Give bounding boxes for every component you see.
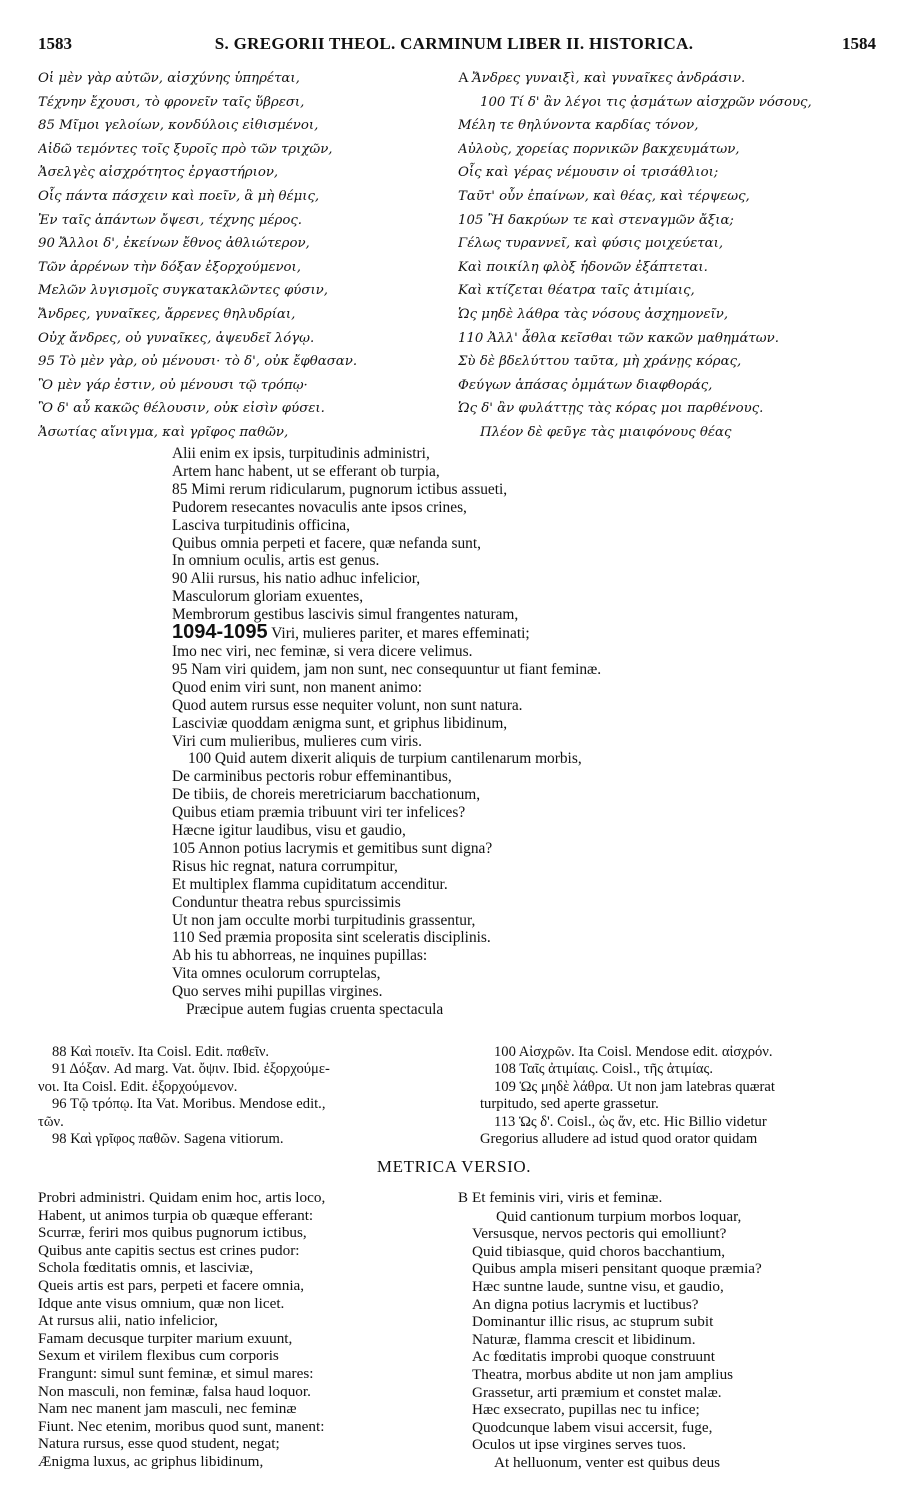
latin-line: Masculorum gloriam exuentes, — [172, 588, 364, 606]
greek-line: Μέλη τε θηλύνοντα καρδίας τόνον, — [458, 118, 699, 134]
footnote: turpitudo, sed aperte grassetur. — [480, 1096, 659, 1113]
latin-line-text: Viri, mulieres pariter, et mares effeminati; — [271, 625, 530, 643]
footnotes-right — [480, 1044, 900, 1148]
verse-line: At rursus alii, natio infelicior, — [38, 1312, 218, 1330]
verse-line: Idque ante visus omnium, quæ non licet. — [38, 1294, 285, 1312]
latin-translation — [172, 445, 742, 1019]
footnotes-left — [38, 1044, 458, 1148]
latin-line: De carminibus pectoris robur effeminantibus, — [172, 768, 452, 786]
page-header — [0, 34, 908, 58]
verse-line: Quibus ampla miseri pensitant quoque præmia? — [472, 1260, 762, 1278]
latin-line: Lasciviæ quoddam ænigma sunt, et griphus libidinum, — [172, 714, 508, 732]
greek-line: Ὡς μηδὲ λάθρα τὰς νόσους ἀσχημονεῖν, — [458, 306, 729, 322]
greek-line: Πλέον δὲ φεῦγε τὰς μιαιφόνους θέας — [480, 424, 732, 440]
footnote: 113 Ὡς δ'. Coisl., ὡς ἄν, etc. Hic Billio videtur — [494, 1113, 767, 1130]
greek-line: Ὡς δ' ἂν φυλάττῃς τὰς κόρας μοι παρθένους. — [458, 401, 764, 417]
verse-line: Quodcunque labem visui accersit, fuge, — [472, 1418, 713, 1436]
verse-line: Probri administri. Quidam enim hoc, artis loco, — [38, 1189, 326, 1206]
greek-line: Αὐλοὺς, χορείας πορνικῶν βακχευμάτων, — [458, 141, 740, 157]
greek-text-left-column — [38, 67, 446, 445]
greek-line: Αἰδῶ τεμόντες τοῖς ξυροῖς πρὸ τῶν τριχῶν, — [38, 141, 333, 157]
greek-line: Ταῦτ' οὖν ἐπαίνων, καὶ θέας, καὶ τέρψεως, — [458, 188, 750, 204]
greek-line: Γέλως τυραννεῖ, καὶ φύσις μοιχεύεται, — [458, 236, 724, 252]
greek-line: Οὐχ ἄνδρες, οὐ γυναῖκες, ἀψευδεῖ λόγῳ. — [38, 330, 315, 346]
running-title: S. GREGORII THEOL. CARMINUM LIBER II. HISTORICA. — [214, 34, 694, 53]
latin-line: Et multiplex flamma cupiditatum accenditur. — [172, 875, 448, 893]
greek-line: Καὶ ποικίλη φλὸξ ἡδονῶν ἐξάπτεται. — [458, 259, 708, 275]
latin-line: Alii enim ex ipsis, turpitudinis administri, — [172, 445, 430, 462]
latin-line: 105 Annon potius lacrymis et gemitibus sunt digna? — [172, 839, 493, 857]
greek-line: Τῶν ἀρρένων τὴν δόξαν ἐξορχούμενοι, — [38, 259, 301, 275]
verse-line: Habent, ut animos turpia ob quæque efferant: — [38, 1206, 314, 1224]
latin-line: Conduntur theatra rebus spurcissimis — [172, 893, 401, 911]
verse-line: Nam nec manent jam masculi, nec feminæ — [38, 1400, 297, 1418]
verse-line: Grassetur, arti præmium et constet malæ. — [472, 1383, 722, 1401]
footnote: 100 Αἰσχρῶν. Ita Coisl. Mendose edit. αἰσχρόν. — [494, 1044, 773, 1060]
verse-line: Quid tibiasque, quid choros bacchantium, — [472, 1242, 726, 1260]
greek-line: 100 Τί δ' ἂν λέγοι τις ᾀσμάτων αἰσχρῶν νόσους, — [480, 94, 812, 110]
section-title: METRICA VERSIO. — [376, 1157, 532, 1176]
verse-line: Dominantur illic risus, ac stuprum subit — [472, 1313, 714, 1331]
footnote: νοι. Ita Coisl. Edit. ἐξορχούμενον. — [38, 1078, 238, 1095]
latin-line: Quod enim viri sunt, non manent animo: — [172, 678, 423, 696]
metrica-left-column — [38, 1189, 468, 1471]
verse-line: Frangunt: simul sunt feminæ, et simul mares: — [38, 1364, 314, 1382]
latin-line: De tibiis, de choreis meretriciarum bacchationum, — [172, 786, 481, 804]
metrica-right-column — [458, 1189, 898, 1472]
latin-line: Quod autem rursus esse nequiter volunt, non sunt natura. — [172, 696, 523, 714]
verse-line: Ac fœditatis improbi quoque construunt — [472, 1348, 715, 1366]
latin-line — [172, 624, 742, 643]
latin-line: Quibus omnia perpeti et facere, quæ nefanda sunt, — [172, 534, 481, 552]
column-number: 1094-1095 — [172, 624, 268, 643]
latin-line: Risus hic regnat, natura corrumpitur, — [172, 857, 398, 875]
page-number-left: 1583 — [38, 34, 72, 53]
verse-line: Scurræ, feriri mos quibus pugnorum ictibus, — [38, 1224, 307, 1242]
verse-line: Versusque, nervos pectoris qui emolliunt? — [472, 1225, 727, 1243]
greek-line: 85 Μῖμοι γελοίων, κονδύλοις εἰθισμένοι, — [38, 118, 319, 134]
latin-line: Ut non jam occulte morbi turpitudinis grassentur, — [172, 911, 476, 929]
greek-line: Ὃ μὲν γάρ ἐστιν, οὐ μένουσι τῷ τρόπῳ· — [38, 377, 308, 393]
latin-line: Quibus etiam præmia tribuunt viri ter infelices? — [172, 804, 466, 822]
latin-line: 95 Nam viri quidem, jam non sunt, nec consequuntur ut fiant feminæ. — [172, 660, 602, 678]
latin-line: Membrorum gestibus lascivis simul frangentes naturam, — [172, 606, 519, 624]
latin-line: 85 Mimi rerum ridicularum, pugnorum ictibus assueti, — [172, 480, 508, 498]
column-marker-b: B — [458, 1190, 469, 1206]
footnote: 96 Τῷ τρόπῳ. Ita Vat. Moribus. Mendose edit., — [52, 1096, 326, 1113]
verse-line: Oculos ut ipse virgines serves tuos. — [472, 1436, 687, 1454]
verse-line: Quibus ante capitis sectus est crines pudor: — [38, 1241, 300, 1259]
greek-line: 90 Ἄλλοι δ', ἐκείνων ἔθνος ἀθλιώτερον, — [38, 236, 310, 252]
footnote: 98 Καὶ γρῖφος παθῶν. Sagena vitiorum. — [52, 1131, 284, 1148]
verse-line: Hæc suntne laude, suntne visu, et gaudio, — [472, 1277, 724, 1295]
footnote: 91 Δόξαν. Ad marg. Vat. ὄψιν. Ibid. ἐξορχούμε- — [52, 1061, 330, 1078]
greek-line: Οἷς καὶ γέρας νέμουσιν οἱ τρισάθλιοι; — [458, 165, 719, 181]
greek-line: Φεύγων ἁπάσας ὀμμάτων διαφθοράς, — [458, 377, 713, 393]
greek-line: Ἄνδρες, γυναῖκες, ἄρρενες θηλυδρίαι, — [38, 306, 296, 322]
greek-line: Οἱ μὲν γὰρ αὐτῶν, αἰσχύνης ὑπηρέται, — [38, 71, 300, 86]
verse-line: Schola fœditatis omnis, et lasciviæ, — [38, 1259, 254, 1277]
latin-line: 110 Sed præmia proposita sint sceleratis disciplinis. — [172, 929, 491, 947]
greek-line: Καὶ κτίζεται θέατρα ταῖς ἀτιμίαις, — [458, 283, 695, 299]
verse-line: Fiunt. Nec etenim, moribus quod sunt, manent: — [38, 1417, 325, 1435]
verse-line: Hæc exsecrato, pupillas nec tu infice; — [472, 1401, 700, 1419]
verse-line — [458, 1189, 898, 1208]
latin-line: Ab his tu abhorreas, ne inquines pupillas: — [172, 947, 428, 965]
verse-line: At helluonum, venter est quibus deus — [494, 1453, 721, 1471]
latin-line: Pudorem resecantes novaculis ante ipsos crines, — [172, 498, 467, 516]
greek-line: Μελῶν λυγισμοῖς συγκατακλῶντες φύσιν, — [38, 283, 328, 299]
verse-line: Famam decusque turpiter marium exuunt, — [38, 1329, 293, 1347]
latin-line: Viri cum mulieribus, mulieres cum viris. — [172, 732, 422, 750]
greek-line: Οἷς πάντα πάσχειν καὶ ποεῖν, ἃ μὴ θέμις, — [38, 188, 320, 204]
verse-line: An digna potius lacrymis et luctibus? — [472, 1295, 699, 1313]
latin-line: Artem hanc habent, ut se efferant ob turpia, — [172, 462, 440, 480]
greek-line: Ἀσωτίας αἴνιγμα, καὶ γρῖφος παθῶν, — [38, 424, 289, 440]
greek-line: Ἐν ταῖς ἁπάντων ὄψεσι, τέχνης μέρος. — [38, 212, 303, 228]
verse-line: Quid cantionum turpium morbos loquar, — [496, 1207, 742, 1225]
verse-line: Natura rursus, esse quod student, negat; — [38, 1435, 280, 1453]
greek-line: Σὺ δὲ βδελύττου ταῦτα, μὴ χράνῃς κόρας, — [458, 354, 742, 370]
greek-line: Τέχνην ἔχουσι, τὸ φρονεῖν ταῖς ὕβρεσι, — [38, 94, 305, 110]
latin-line: Quo serves mihi pupillas virgines. — [172, 983, 383, 1001]
greek-line: 110 Ἀλλ' ἆθλα κεῖσθαι τῶν κακῶν μαθημάτων. — [458, 330, 779, 346]
footnote: 108 Ταῖς ἀτιμίαις. Coisl., τῆς ἀτιμίας. — [494, 1061, 713, 1078]
verse-line: Non masculi, non feminæ, falsa haud loquor. — [38, 1382, 311, 1400]
latin-line: Imo nec viri, nec feminæ, si vera dicere velimus. — [172, 642, 473, 660]
page-number-right: 1584 — [842, 34, 876, 53]
greek-line: 95 Τὸ μὲν γὰρ, οὐ μένουσι· τὸ δ', οὐκ ἔφθασαν. — [38, 354, 358, 370]
latin-line: Vita omnes oculorum corruptelas, — [172, 965, 381, 983]
verse-line: Queis artis est pars, perpeti et facere omnia, — [38, 1276, 305, 1294]
verse-line: Theatra, morbus abdite ut non jam amplius — [472, 1365, 734, 1383]
latin-line: Præcipue autem fugias cruenta spectacula — [186, 1001, 444, 1019]
greek-line: Ἀσελγὲς αἰσχρότητος ἐργαστήριον, — [38, 165, 279, 181]
verse-line: Sexum et virilem flexibus cum corporis — [38, 1347, 279, 1365]
verse-line: Naturæ, flamma crescit et libidinum. — [472, 1330, 696, 1348]
footnote: Gregorius alludere ad istud quod orator quidam — [480, 1131, 758, 1148]
footnote: τῶν. — [38, 1113, 64, 1130]
footnote: 88 Καὶ ποιεῖν. Ita Coisl. Edit. παθεῖν. — [52, 1044, 270, 1060]
latin-line: 90 Alii rursus, his natio adhuc infelicior, — [172, 570, 421, 588]
latin-line: Lasciva turpitudinis officina, — [172, 516, 350, 534]
greek-line — [458, 67, 898, 91]
greek-line-text: Ἄνδρες γυναιξὶ, καὶ γυναῖκες ἀνδράσιν. — [472, 71, 746, 86]
column-marker-a: A — [458, 70, 469, 86]
greek-line: 105 Ἢ δακρύων τε καὶ στεναγμῶν ἄξια; — [458, 212, 734, 228]
latin-line: In omnium oculis, artis est genus. — [172, 552, 380, 570]
latin-line: Hæcne igitur laudibus, visu et gaudio, — [172, 822, 406, 840]
greek-text-right-column — [458, 67, 898, 445]
latin-line: 100 Quid autem dixerit aliquis de turpium cantilenarum morbis, — [188, 750, 582, 768]
verse-line-text: Et feminis viri, viris et feminæ. — [472, 1189, 663, 1206]
greek-line: Ὃ δ' αὖ κακῶς θέλουσιν, οὐκ εἰσὶν φύσει. — [38, 401, 325, 417]
verse-line: Ænigma luxus, ac griphus libidinum, — [38, 1452, 264, 1470]
footnote: 109 Ὡς μηδὲ λάθρα. Ut non jam latebras quærat — [494, 1078, 775, 1095]
